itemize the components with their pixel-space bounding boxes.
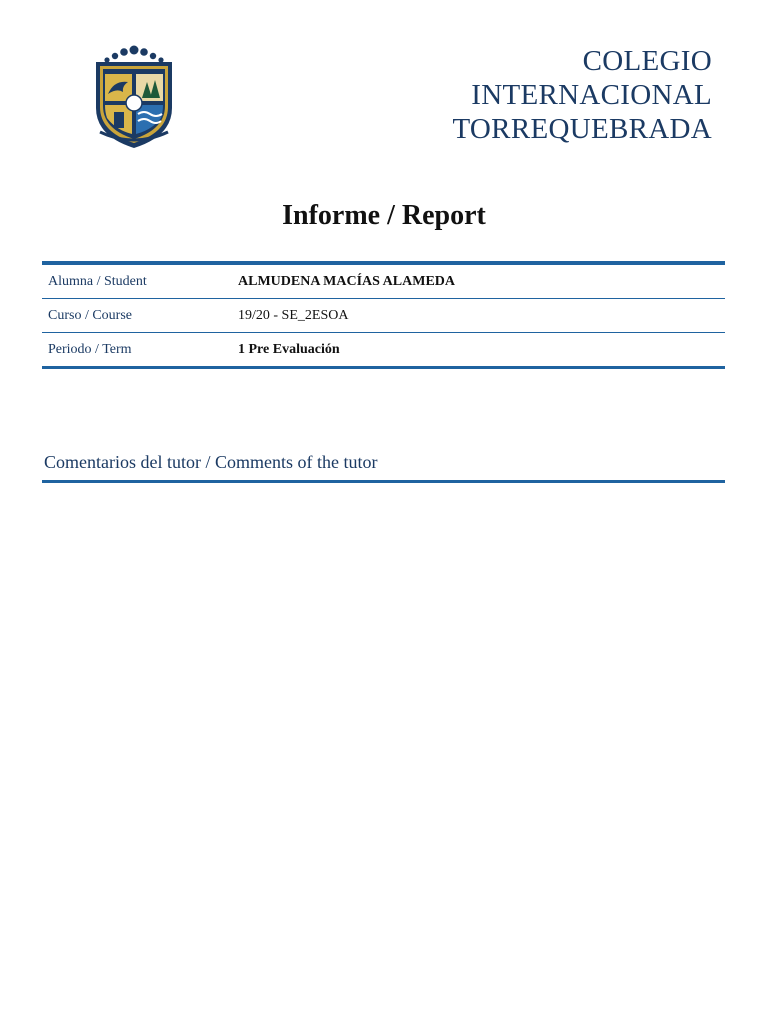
school-name-line: INTERNACIONAL — [471, 79, 712, 111]
info-row-student — [42, 265, 725, 299]
tutor-comments-heading: Comentarios del tutor / Comments of the tutor — [44, 452, 378, 472]
student-name: ALMUDENA MACÍAS ALAMEDA — [238, 273, 456, 289]
school-name-line: TORREQUEBRADA — [452, 113, 712, 145]
school-crest-icon — [92, 44, 176, 150]
term-label: Periodo / Term — [48, 341, 132, 357]
term-value: 1 Pre Evaluación — [238, 341, 340, 357]
info-row-term — [42, 333, 725, 366]
course-value: 19/20 - SE_2ESOA — [238, 307, 349, 323]
student-info-table — [42, 261, 725, 369]
course-label: Curso / Course — [48, 307, 132, 323]
report-title: Informe / Report — [282, 200, 486, 231]
info-row-course — [42, 299, 725, 333]
student-label: Alumna / Student — [48, 273, 147, 289]
school-name — [452, 44, 712, 146]
section-divider — [42, 480, 725, 483]
school-name-line: COLEGIO — [582, 45, 712, 77]
